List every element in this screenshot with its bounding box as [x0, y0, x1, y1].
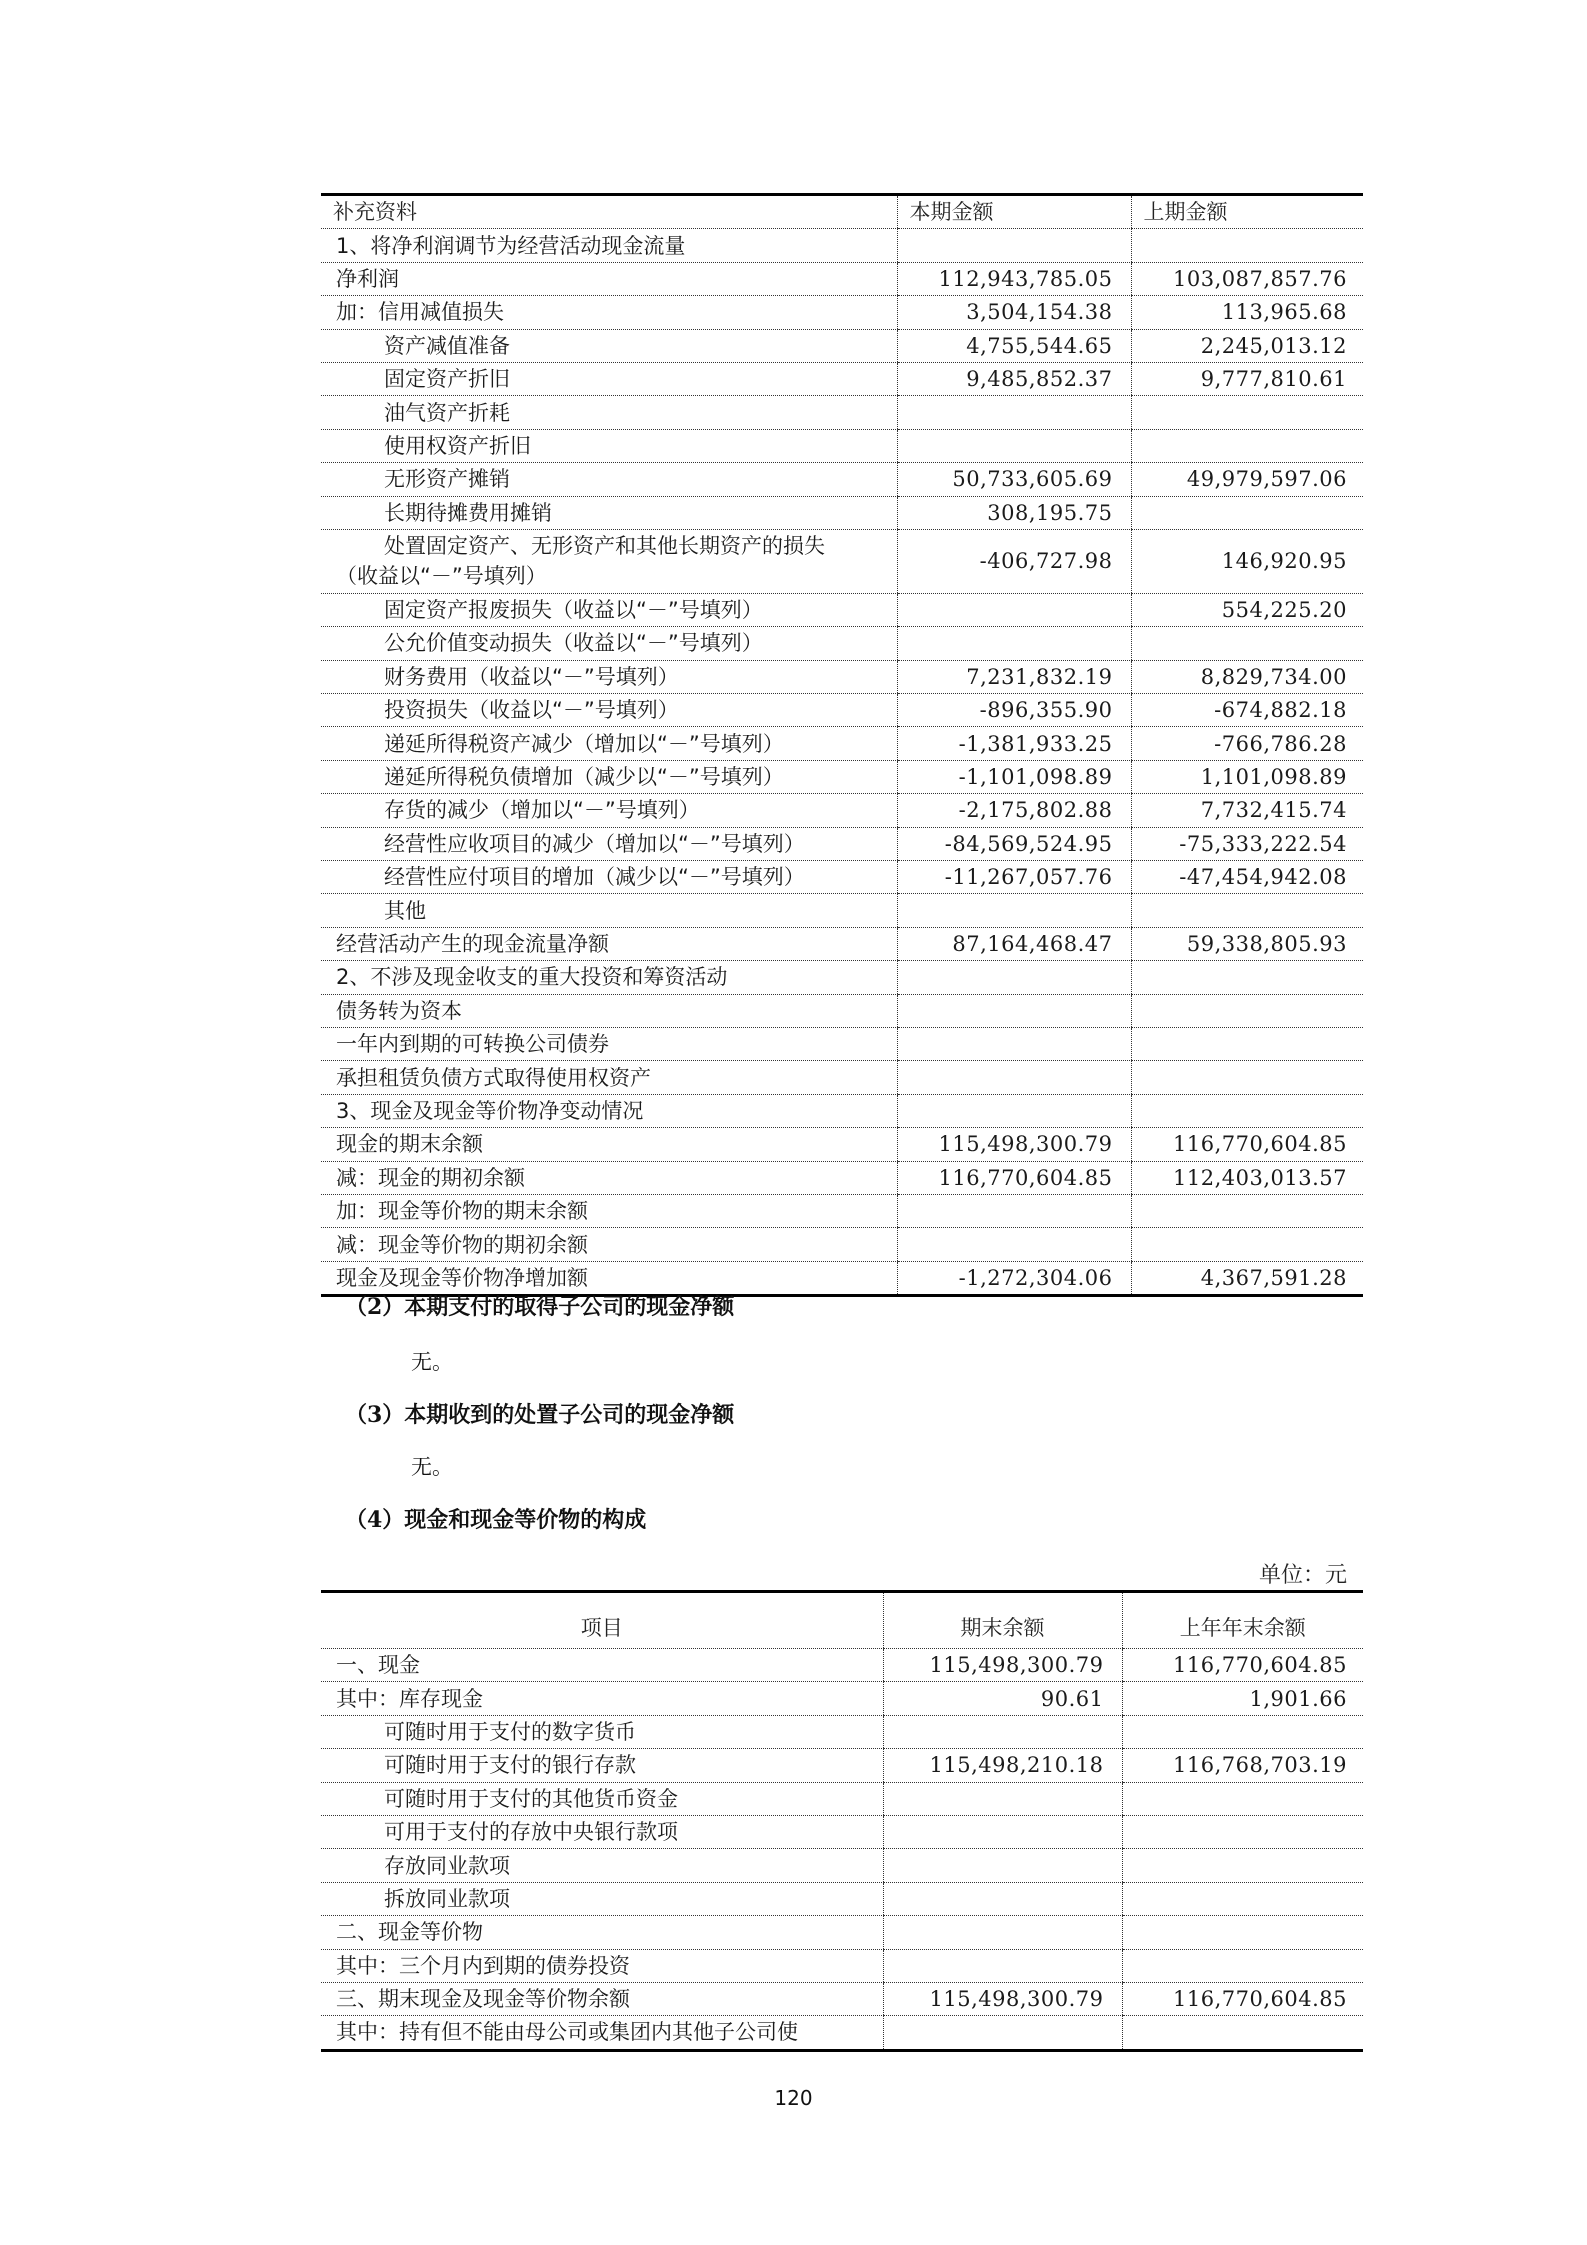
row-label: 一、现金 [321, 1649, 883, 1682]
prior-year-balance: 1,901.66 [1122, 1682, 1363, 1715]
end-balance [883, 1715, 1122, 1748]
current-amount: 3,504,154.38 [897, 296, 1131, 329]
current-amount [897, 593, 1131, 626]
current-amount [897, 627, 1131, 660]
table-row [321, 627, 1363, 660]
table-row [321, 1094, 1363, 1127]
cash-equivalents-table [321, 1590, 1363, 2052]
row-label: 其他 [321, 894, 897, 927]
table-row [321, 727, 1363, 760]
table-row [321, 861, 1363, 894]
end-balance [883, 1949, 1122, 1982]
current-amount: -1,101,098.89 [897, 760, 1131, 793]
row-label: 可用于支付的存放中央银行款项 [321, 1815, 883, 1848]
current-amount: 4,755,544.65 [897, 329, 1131, 362]
table-row [321, 529, 1363, 593]
end-balance [883, 2016, 1122, 2050]
table-row [321, 296, 1363, 329]
row-label: 现金及现金等价物净增加额 [336, 1265, 588, 1290]
table-row [321, 362, 1363, 395]
current-amount: -896,355.90 [897, 694, 1131, 727]
end-balance [883, 1916, 1122, 1949]
prior-amount [1131, 1228, 1363, 1261]
end-balance [883, 1849, 1122, 1882]
prior-amount [1131, 994, 1363, 1027]
row-label: 其中：持有但不能由母公司或集团内其他子公司使 [336, 2020, 798, 2045]
current-amount [897, 894, 1131, 927]
row-label: 财务费用（收益以“－”号填列） [321, 660, 897, 693]
table-row [321, 827, 1363, 860]
end-balance [883, 1782, 1122, 1815]
table-row [321, 1228, 1363, 1261]
row-label: 3、现金及现金等价物净变动情况 [321, 1094, 897, 1127]
prior-year-balance [1122, 1849, 1363, 1882]
column-header-current: 本期金额 [897, 195, 1131, 229]
prior-amount: -674,882.18 [1131, 694, 1363, 727]
prior-amount: 4,367,591.28 [1131, 1261, 1363, 1295]
table-row [321, 229, 1363, 262]
row-label: 可随时用于支付的数字货币 [321, 1715, 883, 1748]
prior-year-balance [1122, 1715, 1363, 1748]
row-label: 二、现金等价物 [321, 1916, 883, 1949]
prior-amount: 8,829,734.00 [1131, 660, 1363, 693]
row-label: 其中：三个月内到期的债券投资 [321, 1949, 883, 1982]
end-balance: 115,498,300.79 [883, 1982, 1122, 2015]
prior-amount: 1,101,098.89 [1131, 760, 1363, 793]
column-header-prior-year-balance: 上年年末余额 [1122, 1592, 1363, 1649]
table-row [321, 1128, 1363, 1161]
table-row [321, 1815, 1363, 1848]
current-amount: 308,195.75 [897, 496, 1131, 529]
current-amount: 116,770,604.85 [897, 1161, 1131, 1194]
row-label: 现金的期末余额 [321, 1128, 897, 1161]
table-row [321, 396, 1363, 429]
prior-amount: 7,732,415.74 [1131, 794, 1363, 827]
row-label: 加：信用减值损失 [321, 296, 897, 329]
prior-amount: 113,965.68 [1131, 296, 1363, 329]
current-amount: 7,231,832.19 [897, 660, 1131, 693]
current-amount [897, 994, 1131, 1027]
prior-year-balance [1122, 2016, 1363, 2050]
end-balance: 115,498,300.79 [883, 1649, 1122, 1682]
prior-year-balance [1122, 1782, 1363, 1815]
current-amount: -11,267,057.76 [897, 861, 1131, 894]
column-header-item: 补充资料 [321, 195, 897, 229]
current-amount [897, 1194, 1131, 1227]
row-label: 承担租赁负债方式取得使用权资产 [321, 1061, 897, 1094]
current-amount [897, 1094, 1131, 1127]
current-amount: 50,733,605.69 [897, 463, 1131, 496]
table-row [321, 329, 1363, 362]
row-label: 一年内到期的可转换公司债券 [321, 1027, 897, 1060]
table-row [321, 593, 1363, 626]
table-row [321, 1882, 1363, 1915]
row-label: 1、将净利润调节为经营活动现金流量 [321, 229, 897, 262]
table-row [321, 262, 1363, 295]
table-row [321, 1715, 1363, 1748]
prior-amount [1131, 496, 1363, 529]
table-row [321, 496, 1363, 529]
table-row [321, 1982, 1363, 2015]
table-row [321, 694, 1363, 727]
table-row [321, 927, 1363, 960]
table-row [321, 1161, 1363, 1194]
table-row [321, 429, 1363, 462]
prior-amount: -766,786.28 [1131, 727, 1363, 760]
prior-year-balance: 116,768,703.19 [1122, 1749, 1363, 1782]
current-amount [897, 1228, 1131, 1261]
row-label: 递延所得税负债增加（减少以“－”号填列） [321, 760, 897, 793]
table-header-row [321, 195, 1363, 229]
prior-year-balance: 116,770,604.85 [1122, 1982, 1363, 2015]
end-balance [883, 1815, 1122, 1848]
row-label: 资产减值准备 [321, 329, 897, 362]
prior-amount: -47,454,942.08 [1131, 861, 1363, 894]
prior-amount [1131, 229, 1363, 262]
supplementary-cashflow-table [321, 193, 1363, 1297]
current-amount: 9,485,852.37 [897, 362, 1131, 395]
row-label: 油气资产折耗 [321, 396, 897, 429]
section-text-3: 无。 [411, 1455, 453, 1479]
table-row [321, 463, 1363, 496]
end-balance [883, 1882, 1122, 1915]
row-label: 固定资产报废损失（收益以“－”号填列） [321, 593, 897, 626]
row-label: 加：现金等价物的期末余额 [321, 1194, 897, 1227]
row-label: 无形资产摊销 [321, 463, 897, 496]
table-row [321, 1649, 1363, 1682]
row-label: 债务转为资本 [321, 994, 897, 1027]
prior-amount: -75,333,222.54 [1131, 827, 1363, 860]
table-row [321, 1194, 1363, 1227]
row-label: 经营性应收项目的减少（增加以“－”号填列） [321, 827, 897, 860]
row-label: 公允价值变动损失（收益以“－”号填列） [321, 627, 897, 660]
prior-amount: 9,777,810.61 [1131, 362, 1363, 395]
prior-amount [1131, 1027, 1363, 1060]
row-label: 减：现金的期初余额 [321, 1161, 897, 1194]
end-balance: 115,498,210.18 [883, 1749, 1122, 1782]
current-amount: 112,943,785.05 [897, 262, 1131, 295]
row-label: 投资损失（收益以“－”号填列） [321, 694, 897, 727]
current-amount [897, 1061, 1131, 1094]
row-label: 使用权资产折旧 [321, 429, 897, 462]
row-label: 存货的减少（增加以“－”号填列） [321, 794, 897, 827]
row-label: 存放同业款项 [321, 1849, 883, 1882]
row-label: 经营性应付项目的增加（减少以“－”号填列） [321, 861, 897, 894]
table-row [321, 794, 1363, 827]
prior-amount [1131, 1094, 1363, 1127]
row-label [321, 529, 897, 593]
column-header-prior: 上期金额 [1131, 195, 1363, 229]
prior-year-balance [1122, 1949, 1363, 1982]
table-row [321, 1027, 1363, 1060]
prior-amount [1131, 1061, 1363, 1094]
row-label: 净利润 [321, 262, 897, 295]
prior-amount: 116,770,604.85 [1131, 1128, 1363, 1161]
current-amount [897, 961, 1131, 994]
table-row [321, 760, 1363, 793]
prior-amount [1131, 961, 1363, 994]
end-balance: 90.61 [883, 1682, 1122, 1715]
current-amount: -1,272,304.06 [897, 1261, 1131, 1295]
prior-amount: 146,920.95 [1131, 529, 1363, 593]
prior-year-balance [1122, 1916, 1363, 1949]
prior-amount: 103,087,857.76 [1131, 262, 1363, 295]
current-amount: -406,727.98 [897, 529, 1131, 593]
row-label-line-1: 处置固定资产、无形资产和其他长期资产的损失 [384, 534, 825, 559]
prior-amount [1131, 627, 1363, 660]
row-label: 长期待摊费用摊销 [321, 496, 897, 529]
section-heading-4: （4）现金和现金等价物的构成 [345, 1507, 647, 1533]
current-amount: -2,175,802.88 [897, 794, 1131, 827]
row-label: 其中：库存现金 [321, 1682, 883, 1715]
table-row [321, 1949, 1363, 1982]
row-label: 可随时用于支付的其他货币资金 [321, 1782, 883, 1815]
prior-year-balance [1122, 1882, 1363, 1915]
row-label: 三、期末现金及现金等价物余额 [321, 1982, 883, 2015]
table-row [321, 1749, 1363, 1782]
prior-amount: 59,338,805.93 [1131, 927, 1363, 960]
table-row [321, 994, 1363, 1027]
table-row [321, 1916, 1363, 1949]
row-label: 减：现金等价物的期初余额 [321, 1228, 897, 1261]
section-text-2: 无。 [411, 1350, 453, 1374]
row-label: 递延所得税资产减少（增加以“－”号填列） [321, 727, 897, 760]
prior-year-balance: 116,770,604.85 [1122, 1649, 1363, 1682]
row-label: 可随时用于支付的银行存款 [321, 1749, 883, 1782]
prior-amount [1131, 894, 1363, 927]
current-amount: -84,569,524.95 [897, 827, 1131, 860]
section-heading-3: （3）本期收到的处置子公司的现金净额 [345, 1402, 735, 1428]
prior-amount: 2,245,013.12 [1131, 329, 1363, 362]
table-row [321, 961, 1363, 994]
table-row [321, 1849, 1363, 1882]
table-row [321, 2016, 1363, 2050]
table-header-row [321, 1592, 1363, 1649]
row-label: 2、不涉及现金收支的重大投资和筹资活动 [321, 961, 897, 994]
prior-amount [1131, 429, 1363, 462]
current-amount [897, 429, 1131, 462]
current-amount [897, 1027, 1131, 1060]
row-label: 经营活动产生的现金流量净额 [321, 927, 897, 960]
row-label-line-2: （收益以“－”号填列） [336, 564, 547, 589]
table-row [321, 1782, 1363, 1815]
prior-amount: 112,403,013.57 [1131, 1161, 1363, 1194]
table-row [321, 1682, 1363, 1715]
current-amount [897, 229, 1131, 262]
column-header-item: 项目 [321, 1592, 883, 1649]
row-label: 拆放同业款项 [321, 1882, 883, 1915]
table-row [321, 894, 1363, 927]
prior-amount [1131, 1194, 1363, 1227]
prior-year-balance [1122, 1815, 1363, 1848]
current-amount: -1,381,933.25 [897, 727, 1131, 760]
prior-amount: 49,979,597.06 [1131, 463, 1363, 496]
section-heading-2: （2）本期支付的取得子公司的现金净额 [345, 1294, 735, 1320]
prior-amount [1131, 396, 1363, 429]
table-row [321, 1061, 1363, 1094]
current-amount: 115,498,300.79 [897, 1128, 1131, 1161]
current-amount [897, 396, 1131, 429]
prior-amount: 554,225.20 [1131, 593, 1363, 626]
page-number: 120 [774, 2086, 813, 2110]
table-row [321, 660, 1363, 693]
column-header-end-balance: 期末余额 [883, 1592, 1122, 1649]
unit-label: 单位：元 [1258, 1563, 1347, 1588]
current-amount: 87,164,468.47 [897, 927, 1131, 960]
row-label: 固定资产折旧 [321, 362, 897, 395]
